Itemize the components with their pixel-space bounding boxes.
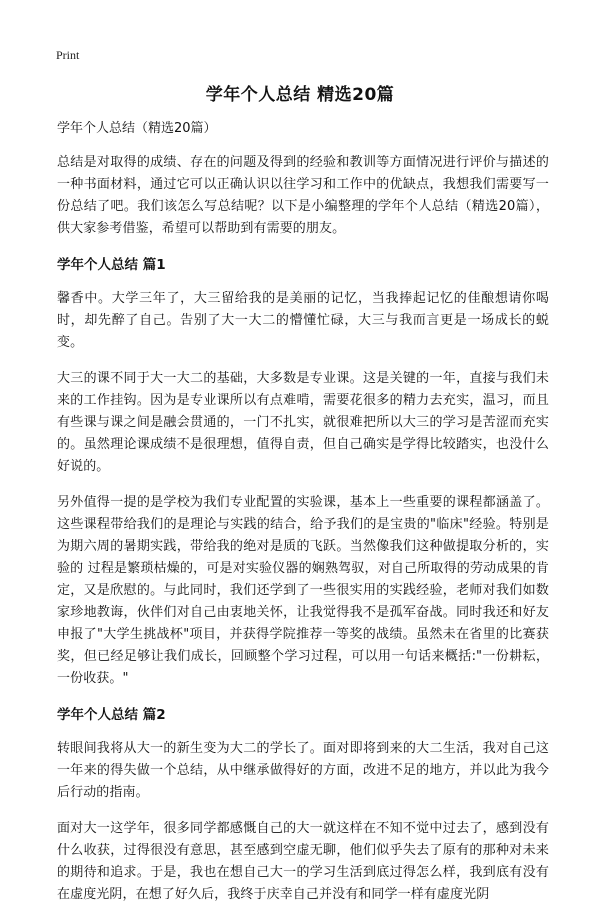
paragraph: 另外值得一提的是学校为我们专业配置的实验课，基本上一些重要的课程都涵盖了。这些课程带给我们的是理论与实践的结合，给予我们的是宝贵的"临床"经验。特别是为期六周的暑期实践，带给我的绝对是质的飞跃。当然像我们这种做提取分析的，实验的 过程是繁琐枯燥的，可是对实验仪器的娴熟驾驭，对自己所取得的劳动成果的肯定，又是欣慰的。与此同时，我们还学到了一些很实用的实践经验，老师对我们如数家珍地教诲，伙伴们对自己由衷地关怀，让我觉得我不是孤军奋战。同时我还和好友申报了"大学生挑战杯"项目，并获得学院推荐一等奖的战绩。虽然未在省里的比赛获奖，但已经足够让我们成长，回顾整个学习过程，可以用一句话来概括:"一份耕耘，一份收获。" (57, 495, 549, 686)
document-subtitle: 学年个人总结（精选20篇） (57, 121, 217, 136)
paragraph: 面对大一这学年，很多同学都感慨自己的大一就这样在不知不觉中过去了，感到没有什么收获，过得很没有意思，甚至感到空虚无聊，他们似乎失去了原有的那种对未来的期待和追求。于是，我也在想自己大一的学习生活到底过得怎么样，我到底有没有在虚度光阴，在想了好久后，我终于庆幸自己并没有和同学一样有虚度光阴 (57, 821, 549, 902)
intro-paragraph: 总结是对取得的成绩、存在的问题及得到的经验和教训等方面情况进行评价与描述的一种书面材料，通过它可以正确认识以往学习和工作中的优缺点，我想我们需要写一份总结了吧。我们该怎么写总结呢？以下是小编整理的学年个人总结（精选20篇），供大家参考借鉴，希望可以帮助到有需要的朋友。 (57, 155, 549, 236)
paragraph: 馨香中。大学三年了，大三留给我的是美丽的记忆，当我捧起记忆的佳酿想请你喝时，却先醉了自己。告别了大一大二的懵懂忙碌，大三与我而言更是一场成长的蜕变。 (57, 291, 549, 350)
section-heading: 学年个人总结 篇2 (57, 707, 166, 723)
document-body (57, 118, 549, 920)
paragraph: 转眼间我将从大一的新生变为大二的学长了。面对即将到来的大二生活，我对自己这一年来的得失做一个总结，从中继承做得好的方面，改进不足的地方，并以此为我今后行动的指南。 (57, 741, 549, 800)
page-title: 学年个人总结 精选20篇 (205, 85, 395, 105)
print-link[interactable]: Print (56, 48, 80, 62)
section-heading: 学年个人总结 篇1 (57, 257, 166, 273)
paragraph: 大三的课不同于大一大二的基础，大多数是专业课。这是关键的一年，直接与我们未来的工作挂钩。因为是专业课所以有点难啃，需要花很多的精力去充实，温习，而且有些课与课之间是融会贯通的，一门不扎实，就很难把所以大三的学习是苦涩而充实的。虽然理论课成绩不是很理想，值得自责，但自己确实是学得比较踏实，也没什么好说的。 (57, 371, 549, 474)
